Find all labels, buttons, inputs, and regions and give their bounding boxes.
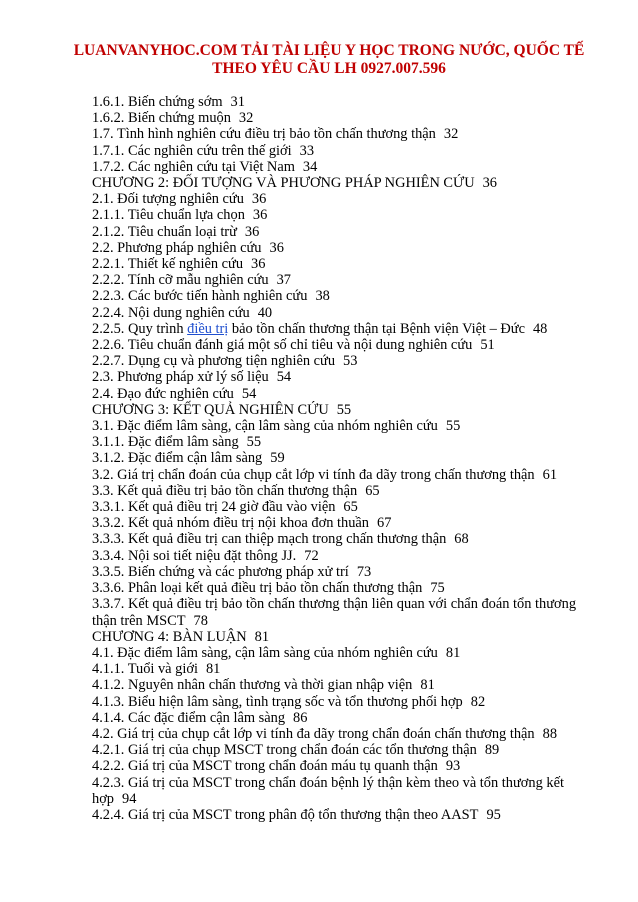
toc-entry-text: 3.3.1. Kết quả điều trị 24 giờ đầu vào viện xyxy=(92,499,336,516)
toc-entry-page: 94 xyxy=(122,790,137,807)
toc-entry-text: 3.3. Kết quả điều trị bảo tồn chấn thương thận xyxy=(92,482,358,499)
toc-entry-text: CHƯƠNG 4: BÀN LUẬN xyxy=(92,628,247,645)
toc-entry xyxy=(92,353,592,369)
toc-entry-page: 36 xyxy=(244,223,260,240)
toc-entry-text: 4.2.3. Giá trị của MSCT trong chẩn đoán bệnh lý thận kèm theo và tổn thương kết hợp xyxy=(92,774,564,807)
toc-entry-page: 48 xyxy=(532,320,548,337)
toc-entry xyxy=(92,726,592,742)
toc-entry-page: 38 xyxy=(315,288,330,305)
toc-entry xyxy=(92,467,592,483)
toc-entry-text: 2.2.4. Nội dung nghiên cứu xyxy=(92,304,250,321)
toc-entry-page: 86 xyxy=(293,709,308,726)
document-header xyxy=(60,42,598,78)
toc-entry-page: 81 xyxy=(420,677,435,694)
toc-entry-text: 4.2.2. Giá trị của MSCT trong chẩn đoán máu tụ quanh thận xyxy=(92,758,438,775)
toc-entry xyxy=(92,515,592,531)
toc-entry-page: 88 xyxy=(542,725,558,742)
toc-entry-page: 36 xyxy=(252,207,268,224)
toc-entry-text: 2.2.3. Các bước tiến hành nghiên cứu xyxy=(92,288,308,305)
toc-entry-text: 1.6.1. Biến chứng sớm xyxy=(92,94,223,110)
toc-entry-text: 2.2.2. Tính cỡ mẫu nghiên cứu xyxy=(92,272,269,289)
toc-entry-text: 1.6.2. Biến chứng muộn xyxy=(92,110,231,127)
toc-entry-text: 4.2. Giá trị của chụp cắt lớp vi tính đa dãy trong chẩn đoán chấn thương thận xyxy=(92,725,535,742)
toc-entry-page: 36 xyxy=(482,175,497,192)
toc-entry-page: 36 xyxy=(251,256,266,273)
toc-entry-text: 4.1.4. Các đặc điểm cận lâm sàng xyxy=(92,709,286,726)
toc-entry xyxy=(92,596,592,628)
toc-entry xyxy=(92,94,592,110)
toc-entry-text: 3.3.7. Kết quả điều trị bảo tồn chấn thương thận liên quan với chẩn đoán tổn thương thận trên MSCT xyxy=(92,596,577,629)
toc-entry xyxy=(92,758,592,774)
toc-entry xyxy=(92,369,592,385)
toc-entry-text: 2.3. Phương pháp xử lý số liệu xyxy=(92,369,269,386)
toc-entry-text: 4.1.1. Tuổi và giới xyxy=(92,661,198,678)
toc-entry-text: 2.2.6. Tiêu chuẩn đánh giá một số chỉ tiêu và nội dung nghiên cứu xyxy=(92,337,473,354)
toc-entry xyxy=(92,499,592,515)
toc-entry xyxy=(92,240,592,256)
toc-entry-page: 89 xyxy=(484,742,500,759)
toc-entry-text: 2.1. Đối tượng nghiên cứu xyxy=(92,191,244,208)
toc-entry-page: 36 xyxy=(251,191,267,208)
toc-entry xyxy=(92,321,592,337)
toc-entry-page: 31 xyxy=(230,94,245,110)
toc-entry-text: 1.7.2. Các nghiên cứu tại Việt Nam xyxy=(92,158,295,175)
toc-entry-page: 54 xyxy=(241,385,257,402)
toc-entry-text: 3.1.2. Đặc điểm cận lâm sàng xyxy=(92,450,263,467)
toc-entry-page: 93 xyxy=(445,758,461,775)
toc-entry-text: 4.1.3. Biểu hiện lâm sàng, tình trạng sốc và tổn thương phối hợp xyxy=(92,693,463,710)
toc-entry-page: 32 xyxy=(238,110,254,127)
toc-entry-page: 33 xyxy=(299,142,315,159)
header-line-2: THEO YÊU CẦU LH 0927.007.596 xyxy=(212,60,446,77)
toc-entry-text: 4.1.2. Nguyên nhân chấn thương và thời gian nhập viện xyxy=(92,677,413,694)
toc-entry xyxy=(92,191,592,207)
toc-entry-page: 81 xyxy=(254,628,270,645)
toc-entry xyxy=(92,418,592,434)
toc-entry xyxy=(92,775,592,807)
toc-entry xyxy=(92,224,592,240)
toc-entry-text: 3.3.4. Nội soi tiết niệu đặt thông JJ. xyxy=(92,547,297,564)
toc-entry xyxy=(92,207,592,223)
toc-entry-text: 3.2. Giá trị chẩn đoán của chụp cắt lớp vi tính đa dãy trong chấn thương thận xyxy=(92,466,535,483)
toc-entry-page: 37 xyxy=(276,272,291,289)
toc-entry-text: 1.7. Tình hình nghiên cứu điều trị bảo tồn chấn thương thận xyxy=(92,126,436,143)
toc-entry-page: 32 xyxy=(443,126,459,143)
toc-entry-text: 2.2.7. Dụng cụ và phương tiện nghiên cứu xyxy=(92,353,336,370)
toc-entry-page: 61 xyxy=(542,466,558,483)
toc-entry xyxy=(92,159,592,175)
toc-entry xyxy=(92,434,592,450)
toc-entry-page: 75 xyxy=(430,580,445,597)
toc-entry xyxy=(92,483,592,499)
toc-entry-page: 72 xyxy=(304,547,319,564)
toc-entry-text: 1.7.1. Các nghiên cứu trên thế giới xyxy=(92,142,292,159)
toc-entry xyxy=(92,288,592,304)
toc-entry-text: bảo tồn chấn thương thận tại Bệnh viện Việt – Đức xyxy=(228,320,525,337)
toc-entry-text: 4.1. Đặc điểm lâm sàng, cận lâm sàng của nhóm nghiên cứu xyxy=(92,644,438,661)
toc-entry-page: 55 xyxy=(246,434,262,451)
toc-entry-text: 2.2. Phương pháp nghiên cứu xyxy=(92,239,262,256)
toc-entry-text: 2.4. Đạo đức nghiên cứu xyxy=(92,385,234,402)
toc-entry-page: 54 xyxy=(276,369,292,386)
toc-entry-page: 81 xyxy=(205,661,221,678)
toc-entry-page: 68 xyxy=(454,531,469,548)
toc-entry-text: 2.2.5. Quy trình xyxy=(92,320,188,337)
toc-entry-page: 59 xyxy=(270,450,285,467)
toc-entry-page: 65 xyxy=(343,499,358,516)
toc-entry xyxy=(92,677,592,693)
toc-entry xyxy=(92,256,592,272)
toc-entry-page: 53 xyxy=(343,353,358,370)
toc-entry xyxy=(92,272,592,288)
toc-entry-text: 4.2.1. Giá trị của chụp MSCT trong chẩn đoán các tổn thương thận xyxy=(92,742,477,759)
toc-entry xyxy=(92,126,592,142)
toc-entry-text: 4.2.4. Giá trị của MSCT trong phân độ tổn thương thận theo AAST xyxy=(92,806,479,823)
toc-entry xyxy=(92,694,592,710)
toc-entry xyxy=(92,629,592,645)
toc-entry-text: 3.3.5. Biến chứng và các phương pháp xử trí xyxy=(92,563,349,580)
toc-entry-page: 34 xyxy=(302,158,318,175)
toc-entry-page: 82 xyxy=(470,693,486,710)
toc-entry-text: 3.3.3. Kết quả điều trị can thiệp mạch trong chấn thương thận xyxy=(92,531,447,548)
toc-entry xyxy=(92,337,592,353)
toc-entry xyxy=(92,305,592,321)
toc-entry xyxy=(92,661,592,677)
table-of-contents xyxy=(92,94,592,823)
toc-entry-page: 55 xyxy=(336,401,352,418)
toc-entry xyxy=(92,807,592,823)
toc-entry-text: 3.3.2. Kết quả nhóm điều trị nội khoa đơn thuần xyxy=(92,515,369,532)
toc-entry-page: 65 xyxy=(365,482,380,499)
toc-entry-page: 67 xyxy=(377,515,392,532)
toc-entry xyxy=(92,143,592,159)
toc-entry xyxy=(92,548,592,564)
toc-entry-text: 3.1.1. Đặc điểm lâm sàng xyxy=(92,434,239,451)
toc-entry xyxy=(92,580,592,596)
toc-entry xyxy=(92,402,592,418)
toc-entry-text: 2.1.2. Tiêu chuẩn loại trừ xyxy=(92,223,237,240)
toc-entry-text: 3.1. Đặc điểm lâm sàng, cận lâm sàng của nhóm nghiên cứu xyxy=(92,418,438,435)
header-line-1: LUANVANYHOC.COM TẢI TÀI LIỆU Y HỌC TRONG NƯỚC, QUỐC TẾ xyxy=(73,42,585,59)
toc-entry-page: 81 xyxy=(445,644,461,661)
toc-entry-page: 95 xyxy=(486,806,501,823)
toc-entry-text: 2.1.1. Tiêu chuẩn lựa chọn xyxy=(92,207,245,224)
toc-entry xyxy=(92,110,592,126)
toc-entry-text: CHƯƠNG 2: ĐỐI TƯỢNG VÀ PHƯƠNG PHÁP NGHIÊN CỨU xyxy=(92,175,475,192)
toc-entry-page: 40 xyxy=(257,304,273,321)
toc-entry xyxy=(92,531,592,547)
toc-entry xyxy=(92,175,592,191)
toc-entry-text: 3.3.6. Phân loại kết quả điều trị bảo tồn chấn thương thận xyxy=(92,580,423,597)
toc-entry-text: 2.2.1. Thiết kế nghiên cứu xyxy=(92,256,244,273)
toc-entry xyxy=(92,710,592,726)
toc-entry xyxy=(92,450,592,466)
toc-entry-link[interactable]: điều trị xyxy=(187,320,229,337)
toc-entry xyxy=(92,386,592,402)
toc-entry-page: 73 xyxy=(356,563,372,580)
toc-entry-page: 55 xyxy=(445,418,461,435)
toc-entry xyxy=(92,645,592,661)
toc-entry xyxy=(92,742,592,758)
toc-entry-page: 36 xyxy=(269,239,284,256)
toc-entry xyxy=(92,564,592,580)
toc-entry-page: 78 xyxy=(193,612,208,629)
toc-entry-page: 51 xyxy=(480,337,495,354)
toc-entry-text: CHƯƠNG 3: KẾT QUẢ NGHIÊN CỨU xyxy=(92,401,329,418)
